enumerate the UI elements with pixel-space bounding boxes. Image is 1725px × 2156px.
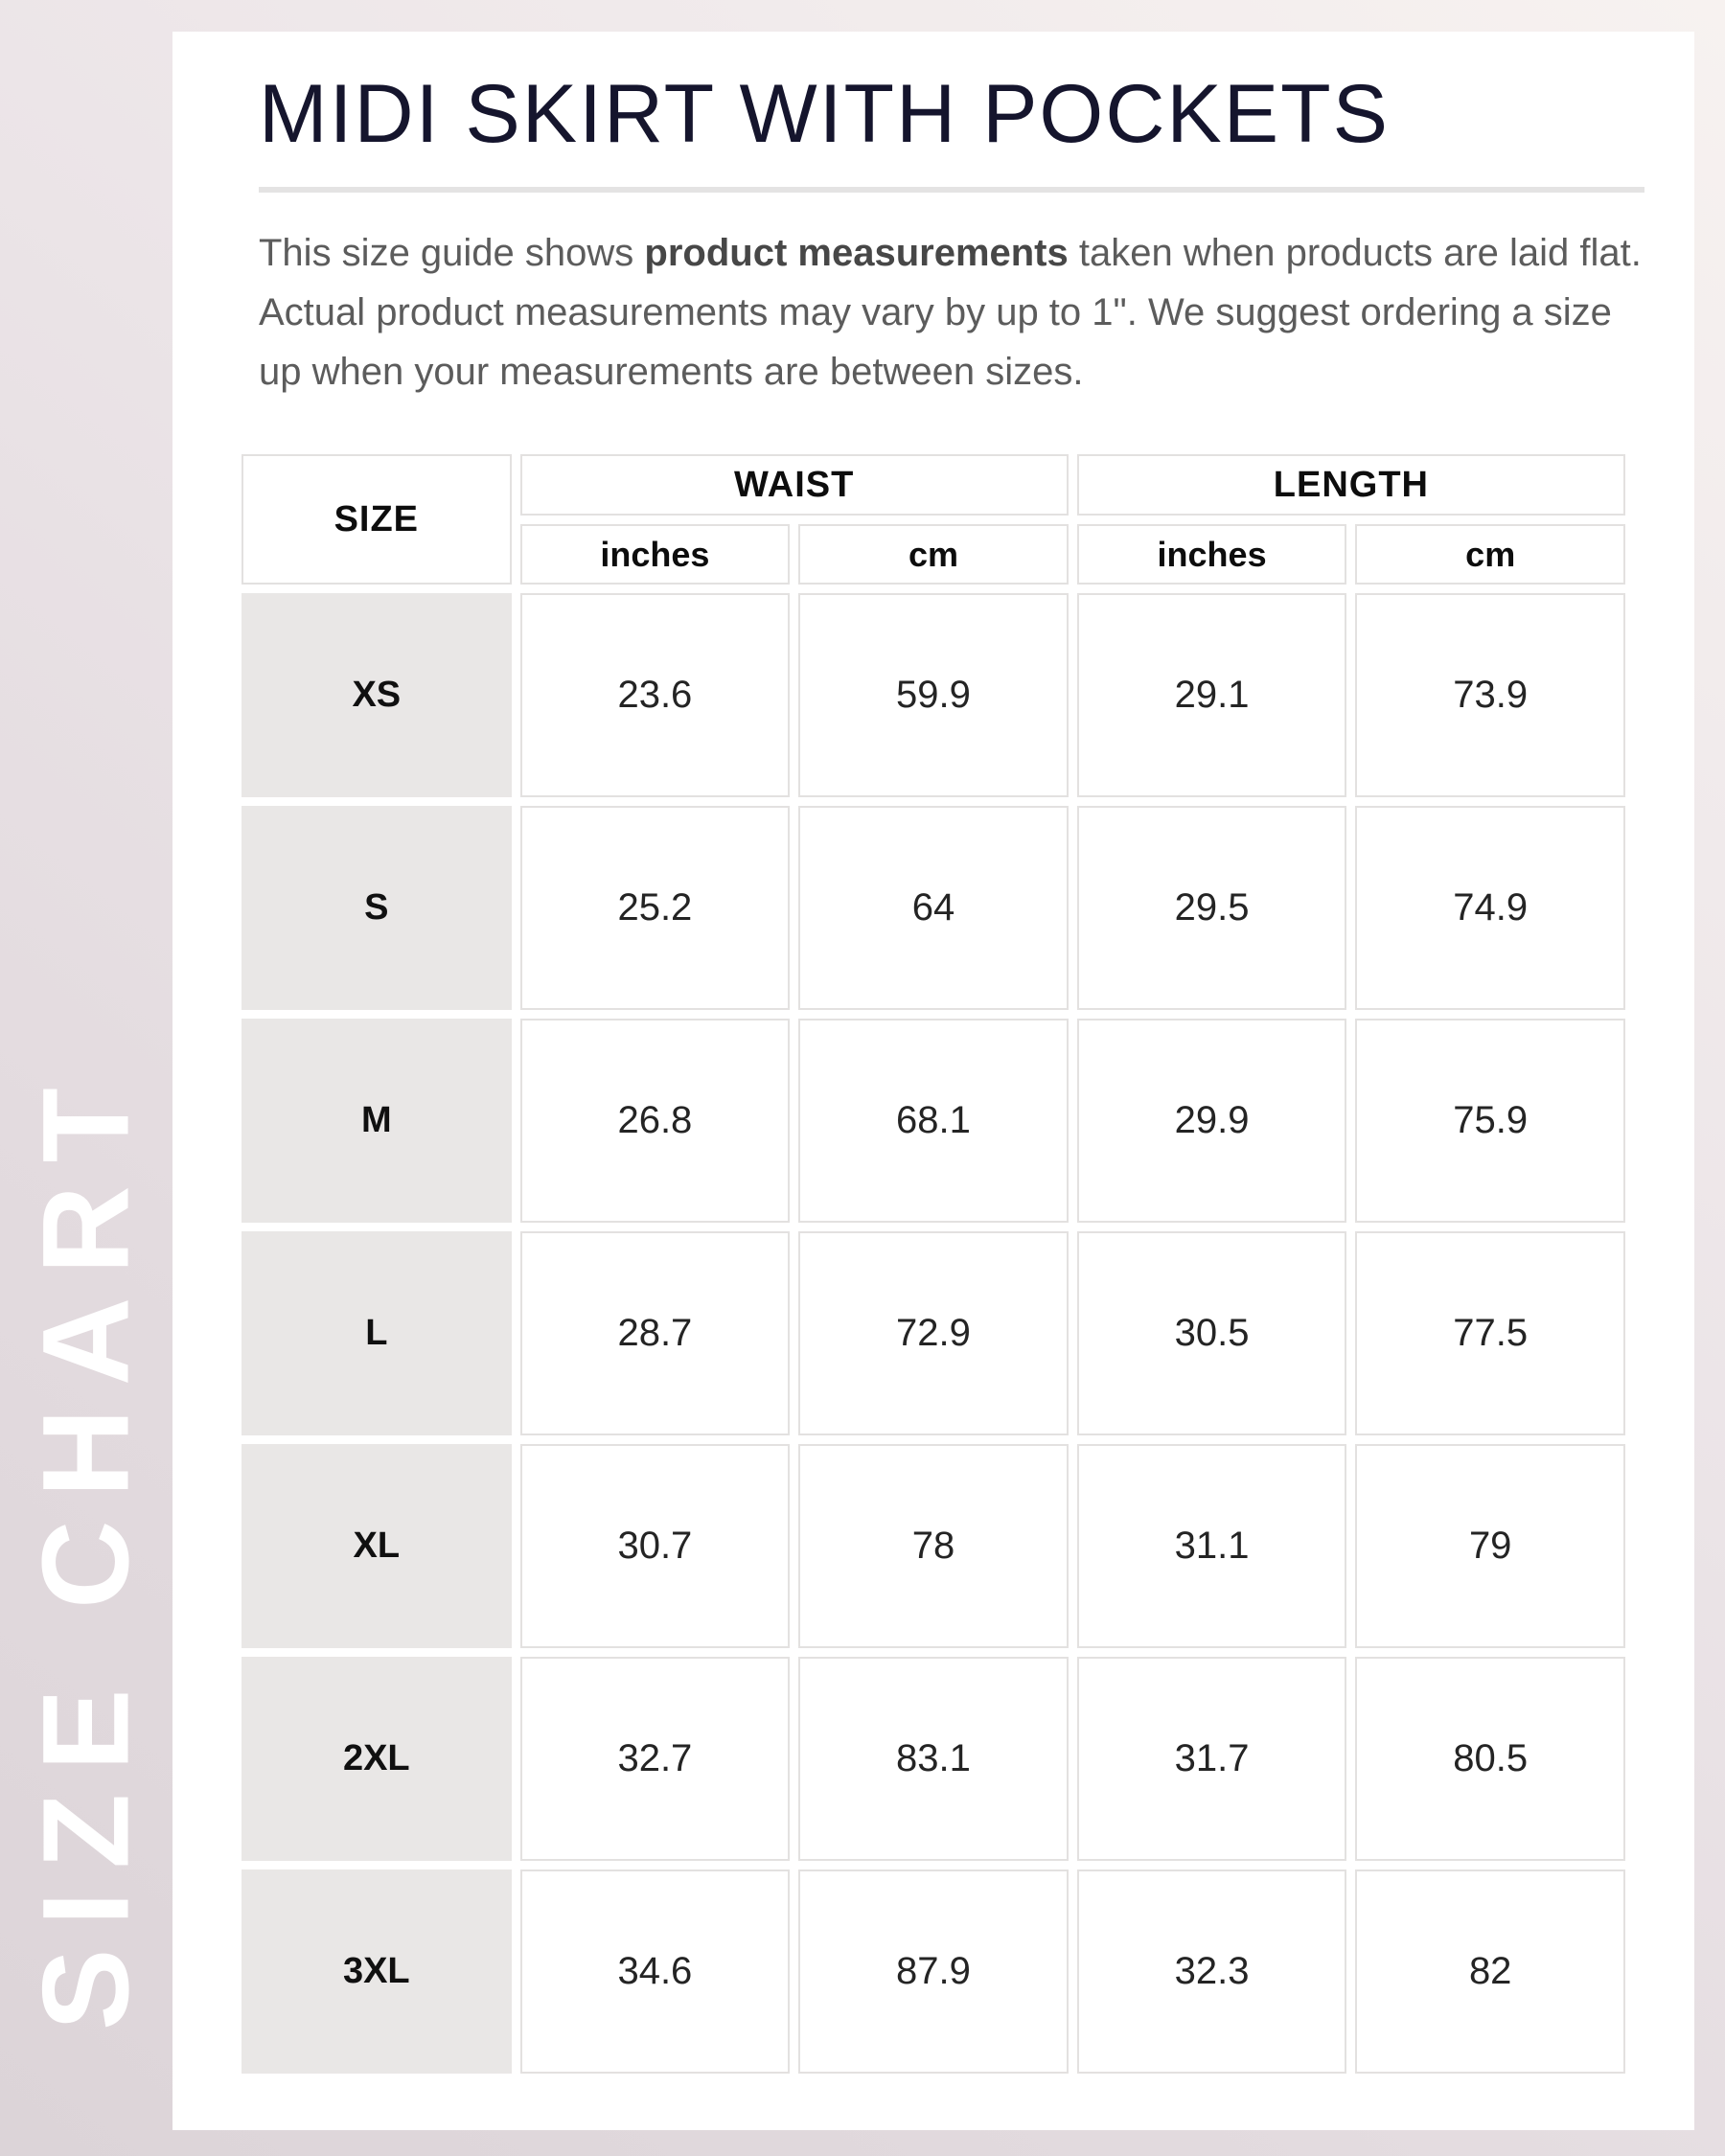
length-inches-value: 32.3 bbox=[1077, 1869, 1347, 2074]
waist-inches-value: 23.6 bbox=[520, 593, 791, 797]
length-cm-value: 82 bbox=[1355, 1869, 1625, 2074]
size-label: XL bbox=[242, 1444, 512, 1648]
waist-cm-value: 59.9 bbox=[798, 593, 1069, 797]
column-group-length: LENGTH bbox=[1077, 454, 1625, 516]
waist-inches-value: 34.6 bbox=[520, 1869, 791, 2074]
length-inches-value: 31.1 bbox=[1077, 1444, 1347, 1648]
size-label: S bbox=[242, 806, 512, 1010]
page-title: MIDI SKIRT WITH POCKETS bbox=[259, 68, 1391, 160]
waist-cm-value: 68.1 bbox=[798, 1019, 1069, 1223]
size-chart-table bbox=[233, 446, 1634, 2082]
size-chart-vertical-label: SIZE CHART bbox=[17, 1065, 155, 2030]
length-inches-value: 29.9 bbox=[1077, 1019, 1347, 1223]
column-header-waist-cm: cm bbox=[798, 524, 1069, 585]
size-guide-card bbox=[172, 32, 1694, 2130]
size-label: 2XL bbox=[242, 1657, 512, 1861]
length-inches-value: 29.1 bbox=[1077, 593, 1347, 797]
length-inches-value: 30.5 bbox=[1077, 1231, 1347, 1435]
size-guide-description bbox=[259, 223, 1644, 401]
length-cm-value: 74.9 bbox=[1355, 806, 1625, 1010]
table-row-m bbox=[242, 1019, 1625, 1223]
waist-inches-value: 25.2 bbox=[520, 806, 791, 1010]
table-row-2xl bbox=[242, 1657, 1625, 1861]
waist-inches-value: 28.7 bbox=[520, 1231, 791, 1435]
column-header-size: SIZE bbox=[242, 454, 512, 585]
waist-cm-value: 87.9 bbox=[798, 1869, 1069, 2074]
table-row-xl bbox=[242, 1444, 1625, 1648]
size-label: L bbox=[242, 1231, 512, 1435]
waist-inches-value: 30.7 bbox=[520, 1444, 791, 1648]
length-cm-value: 77.5 bbox=[1355, 1231, 1625, 1435]
table-group-header-row bbox=[242, 454, 1625, 516]
waist-cm-value: 83.1 bbox=[798, 1657, 1069, 1861]
waist-cm-value: 72.9 bbox=[798, 1231, 1069, 1435]
size-label: 3XL bbox=[242, 1869, 512, 2074]
description-text-start: This size guide shows bbox=[259, 232, 645, 274]
length-cm-value: 75.9 bbox=[1355, 1019, 1625, 1223]
description-text-bold: product measurements bbox=[644, 232, 1069, 274]
waist-inches-value: 32.7 bbox=[520, 1657, 791, 1861]
table-row-3xl bbox=[242, 1869, 1625, 2074]
size-label: M bbox=[242, 1019, 512, 1223]
description-text-end: taken when products are laid flat. Actual product measurements may vary by up to 1". We suggest ordering a size up when your measurements are between sizes. bbox=[259, 232, 1642, 393]
waist-cm-value: 64 bbox=[798, 806, 1069, 1010]
column-header-length-inches: inches bbox=[1077, 524, 1347, 585]
column-group-waist: WAIST bbox=[520, 454, 1069, 516]
length-cm-value: 80.5 bbox=[1355, 1657, 1625, 1861]
size-label: XS bbox=[242, 593, 512, 797]
length-cm-value: 79 bbox=[1355, 1444, 1625, 1648]
title-divider bbox=[259, 187, 1644, 193]
length-cm-value: 73.9 bbox=[1355, 593, 1625, 797]
column-header-waist-inches: inches bbox=[520, 524, 791, 585]
waist-inches-value: 26.8 bbox=[520, 1019, 791, 1223]
table-row-xs bbox=[242, 593, 1625, 797]
table-row-s bbox=[242, 806, 1625, 1010]
length-inches-value: 29.5 bbox=[1077, 806, 1347, 1010]
table-row-l bbox=[242, 1231, 1625, 1435]
length-inches-value: 31.7 bbox=[1077, 1657, 1347, 1861]
column-header-length-cm: cm bbox=[1355, 524, 1625, 585]
waist-cm-value: 78 bbox=[798, 1444, 1069, 1648]
